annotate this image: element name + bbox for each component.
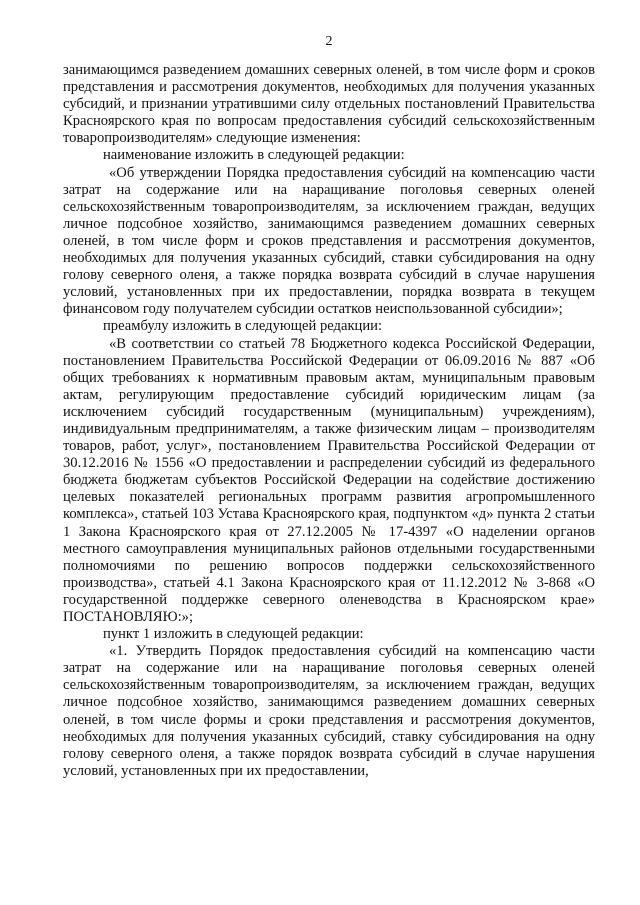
document-body bbox=[63, 62, 595, 780]
paragraph-new-item1: «1. Утвердить Порядок предоставления субсидий на компенсацию части затрат на содержание или на наращивание поголовья северных оленей сельскохозяйственным товаропроизводителям, за исключением граждан, ведущих личное подсобное хозяйство, занимающимся разведением домашних северных оленей, в том числе формы и сроки представления и рассмотрения документов, необходимых для получения указанных субсидий, ставку субсидирования на одну голову северного оленя, а также порядок возврата субсидий в случае нарушения условий, установленных при их предоставлении, bbox=[63, 643, 595, 779]
paragraph-preamble-instruction: преамбулу изложить в следующей редакции: bbox=[103, 318, 383, 335]
paragraph-new-preamble: «В соответствии со статьей 78 Бюджетного кодекса Российской Федерации, постановлением Правительства Российской Федерации от 06.09.2016 № 887 «Об общих требованиях к нормативным правовым актам, муниципальным правовым актам, регулирующим предоставление субсидий юридическим лицам (за исключением субсидий государственным (муниципальным) учреждениям), индивидуальным предпринимателям, а также физическим лицам – производителям товаров, работ, услуг», постановлением Правительства Российской Федерации от 30.12.2016 № 1556 «О предоставлении и распределении субсидий из федерального бюджета бюджетам субъектов Российской Федерации на содействие достижению целевых показателей региональных программ развития агропромышленного комплекса», статьей 103 Устава Красноярского края, подпунктом «д» пункта 2 статьи 1 Закона Красноярского края от 27.12.2005 № 17-4397 «О наделении органов местного самоуправления муниципальных районов отдельными государственными полномочиями по решению вопросов поддержки сельскохозяйственного производства», статьей 4.1 Закона Красноярского края от 11.12.2012 № 3-868 «О государственной поддержке северного оленеводства в Красноярском крае» ПОСТАНОВЛЯЮ:»; bbox=[63, 335, 595, 625]
paragraph-title-instruction: наименование изложить в следующей редакции: bbox=[103, 147, 405, 164]
paragraph-continuation: занимающимся разведением домашних северных оленей, в том числе форм и сроков представления и рассмотрения документов, необходимых для получения указанных субсидий, и признании утратившими силу отдельных постановлений Правительства Красноярского края по вопросам предоставления субсидий сельскохозяйственным товаропроизводителям» следующие изменения: bbox=[63, 62, 595, 147]
paragraph-new-title: «Об утверждении Порядка предоставления субсидий на компенсацию части затрат на содержание или на наращивание поголовья северных оленей сельскохозяйственным товаропроизводителям, за исключением граждан, ведущих личное подсобное хозяйство, занимающимся разведением домашних северных оленей, в том числе форм и сроков представления и рассмотрения документов, необходимых для получения указанных субсидий, ставки субсидирования на одну голову северного оленя, а также порядка возврата субсидий в случае нарушения условий, установленных при их предоставлении, порядка возврата в текущем финансовом году получателем субсидии остатков неиспользованной субсидии»; bbox=[63, 164, 595, 318]
paragraph-item1-instruction: пункт 1 изложить в следующей редакции: bbox=[103, 626, 364, 643]
page-number: 2 bbox=[325, 34, 333, 49]
